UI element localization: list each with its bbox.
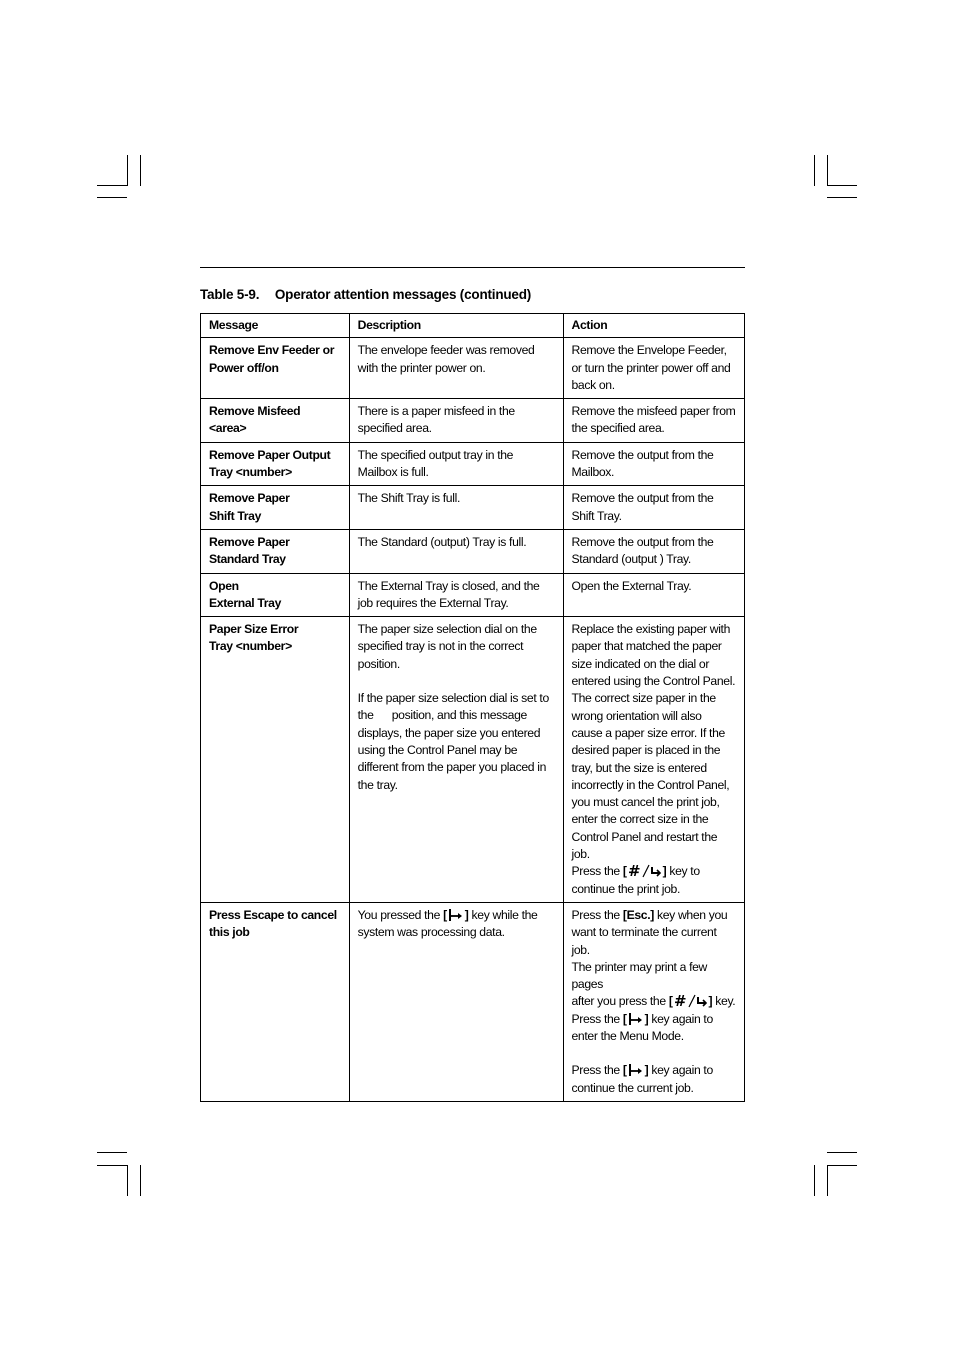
crop-mark-top-right-h2 [827,197,857,198]
crop-mark-bottom-right-h2 [827,1165,857,1166]
hash-enter-key-icon: [ # ] [622,863,667,879]
crop-mark-top-left-h [97,185,127,186]
description-cell: The Shift Tray is full. [349,486,563,530]
action-cell: Remove the output from the Mailbox. [563,442,745,486]
description-cell: The External Tray is closed, and the job requires the External Tray. [349,573,563,617]
svg-text:#: # [627,863,640,879]
table-row [201,399,745,443]
crop-mark-top-left-v [127,155,128,186]
crop-mark-top-left-v2 [140,155,141,186]
crop-mark-bottom-left-v2 [140,1165,141,1196]
action-cell: Remove the Envelope Feeder, or turn the printer power off and back on. [563,338,745,399]
crop-mark-bottom-left-v [127,1165,128,1196]
message-cell: Remove Paper Standard Tray [201,529,350,573]
hash-enter-key-icon: [ # ] [668,993,713,1009]
crop-mark-bottom-right-v [814,1165,815,1196]
crop-mark-bottom-left-h [97,1152,127,1153]
description-cell: The envelope feeder was removed with the printer power on. [349,338,563,399]
action-cell: Press the [Esc.] key when you want to terminate the current job. The printer may print a few pages after you press the [ # ] key. Press the [ ] key again to enter the Menu Mode. Press the [ ] key again to continue the current job. [563,902,745,1101]
message-cell: Open External Tray [201,573,350,617]
message-cell: Press Escape to cancel this job [201,902,350,1101]
crop-mark-bottom-right-h [827,1152,857,1153]
crop-mark-top-right-h [827,185,857,186]
crop-mark-bottom-left-h2 [97,1165,127,1166]
crop-mark-bottom-right-v2 [827,1165,828,1196]
action-cell: Remove the output from the Shift Tray. [563,486,745,530]
svg-text:#: # [673,993,686,1009]
table-row [201,902,745,1101]
table-title: Operator attention messages (continued) [274,287,532,302]
header-message: Message [201,314,350,338]
message-cell: Paper Size Error Tray <number> [201,617,350,903]
esc-key-label: [Esc.] [622,907,654,922]
header-rule [200,267,745,268]
description-cell: The Standard (output) Tray is full. [349,529,563,573]
table-row [201,486,745,530]
description-cell: There is a paper misfeed in the specified area. [349,399,563,443]
table-header-row [201,314,745,338]
menu-enter-key-icon: [ ] [622,1063,649,1078]
description-cell: The specified output tray in the Mailbox is full. [349,442,563,486]
action-cell: Replace the existing paper with paper that matched the paper size indicated on the dial or entered using the Control Panel. The correct size paper in the wrong orientation will also cause a paper size error. If the desired paper is placed in the tray, but the size is entered incorrectly in the Control Panel, you must cancel the print job, enter the correct size in the Control Panel and restart the job. Press the [ # ] key to continue the print job. [563,617,745,903]
action-cell: Remove the misfeed paper from the specified area. [563,399,745,443]
table-caption [200,287,531,302]
crop-mark-top-left-h2 [97,197,127,198]
message-cell: Remove Paper Shift Tray [201,486,350,530]
menu-enter-key-icon: [ ] [622,1011,649,1026]
description-cell: You pressed the [ ] key while the system was processing data. [349,902,563,1101]
message-cell: Remove Env Feeder or Power off/on [201,338,350,399]
table-row [201,338,745,399]
table-row [201,573,745,617]
table-row [201,529,745,573]
table-number: Table 5-9. [200,287,260,302]
header-description: Description [349,314,563,338]
action-cell: Open the External Tray. [563,573,745,617]
table-row [201,442,745,486]
crop-mark-top-right-v2 [827,155,828,186]
message-cell: Remove Paper Output Tray <number> [201,442,350,486]
menu-enter-key-icon: [ ] [443,907,469,922]
message-cell: Remove Misfeed <area> [201,399,350,443]
action-cell: Remove the output from the Standard (output ) Tray. [563,529,745,573]
description-cell: The paper size selection dial on the specified tray is not in the correct position. If the paper size selection dial is set to the position, and this message displays, the paper size you entered using the Control Panel may be different from the paper you placed in the tray. [349,617,563,903]
crop-mark-top-right-v [814,155,815,186]
header-action: Action [563,314,745,338]
operator-messages-table [200,313,745,1102]
table-row [201,617,745,903]
